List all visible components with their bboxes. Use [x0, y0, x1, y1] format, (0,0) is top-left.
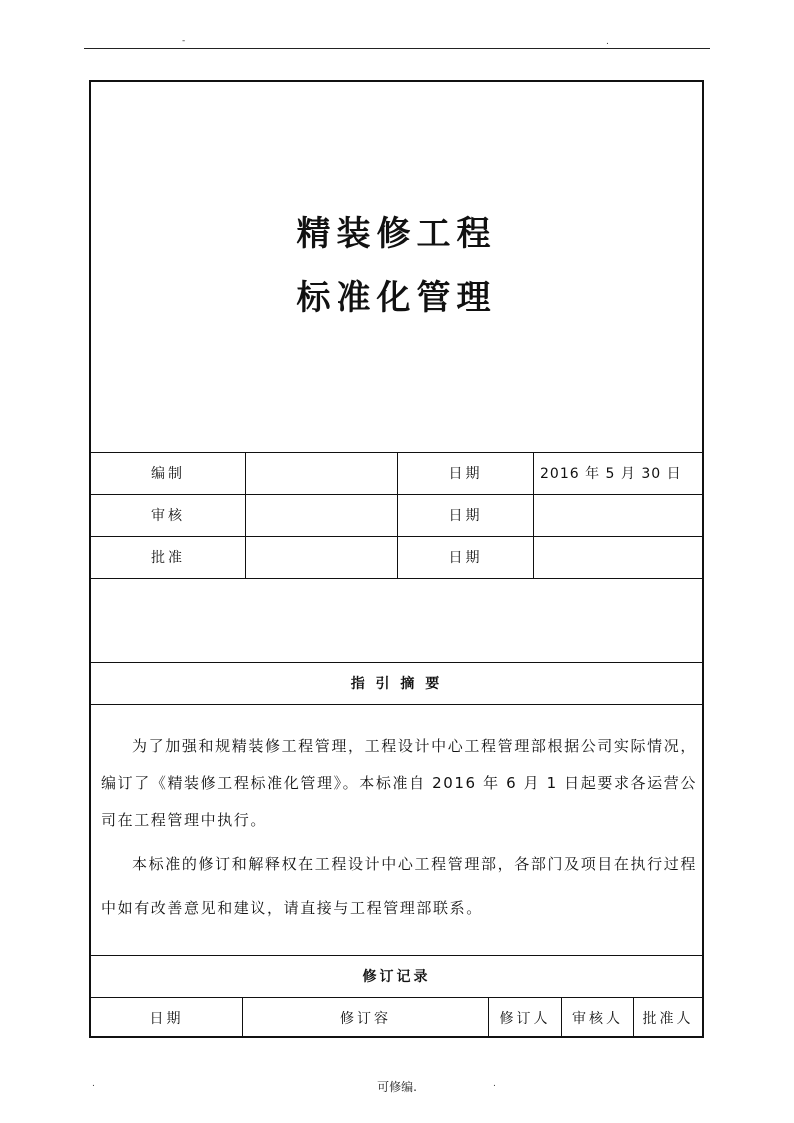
compile-date-value: 2016 年 5 月 30 日 [540, 466, 682, 482]
review-date-value [534, 494, 702, 536]
row-label-approve: 批准 [151, 550, 185, 566]
guide-paragraph-1: 为了加强和规精装修工程管理，工程设计中心工程管理部根据公司实际情况，编订了《精装修工程标准化管理》。本标准自 2016 年 6 月 1 日起要求各运营公司在工程管理中执行。 [101, 737, 697, 829]
footer-right-mark: . [493, 1079, 496, 1089]
approve-name-field [246, 536, 397, 578]
header-rule [84, 48, 710, 49]
title-line-2: 标准化管理 [296, 278, 497, 318]
header-right-mark: . [606, 37, 609, 47]
approval-bottom-rule [91, 578, 702, 579]
col-date: 日期 [149, 1010, 184, 1027]
guide-heading-rule [91, 704, 702, 705]
row-label-compile: 编制 [151, 466, 185, 482]
review-name-field [246, 494, 397, 536]
guide-heading: 指 引 摘 要 [350, 676, 443, 692]
revision-heading: 修订记录 [362, 969, 431, 985]
col-reviewer: 审核人 [572, 1010, 623, 1027]
date-label: 日期 [448, 550, 483, 566]
col-reviser: 修订人 [499, 1010, 551, 1027]
col-revision-content: 修订容 [340, 1010, 391, 1027]
compile-name-field [246, 452, 397, 494]
document-frame [89, 80, 704, 1038]
date-label: 日期 [448, 466, 483, 482]
footer-left-mark: . [92, 1079, 95, 1089]
guide-paragraph-2: 本标准的修订和解释权在工程设计中心工程管理部，各部门及项目在执行过程中如有改善意见和建议，请直接与工程管理部联系。 [101, 855, 697, 917]
header-left-mark: - [182, 36, 186, 46]
approve-date-value [534, 536, 702, 578]
title-line-1: 精装修工程 [296, 214, 497, 254]
date-label: 日期 [448, 508, 483, 524]
row-label-review: 审核 [151, 508, 185, 524]
footer-note: 可修编. [377, 1080, 417, 1094]
col-approver: 批准人 [642, 1010, 694, 1027]
